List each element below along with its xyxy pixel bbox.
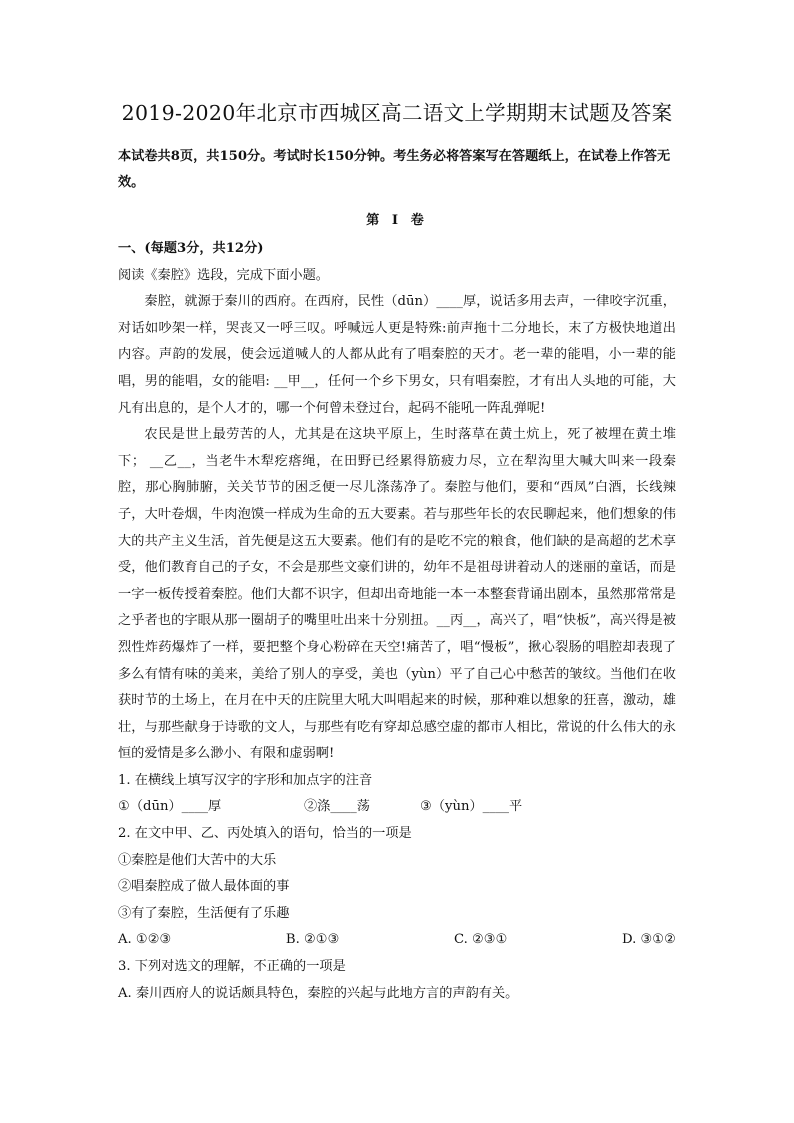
part-one-header: 一、(每题3分，共12分) bbox=[118, 241, 264, 256]
question-2-sentence-1: ①秦腔是他们大苦中的大乐 bbox=[118, 852, 277, 868]
question-1-item-2: ②涤____荡 bbox=[304, 799, 370, 815]
reading-instruction: 阅读《秦腔》选段，完成下面小题。 bbox=[118, 267, 329, 283]
question-2-option-c: C. ②③① bbox=[453, 932, 508, 948]
exam-instructions: 本试卷共8页，共150分。考试时长150分钟。考生务必将答案写在答题纸上，在试卷上作答无效。 bbox=[118, 149, 671, 190]
question-1-item-3: ③（yùn）____平 bbox=[420, 799, 523, 815]
question-1-items bbox=[118, 794, 676, 821]
passage-paragraph-1: 秦腔，就源于秦川的西府。在西府，民性（dūn）____厚，说话多用去声，一律咬字沉重，对话如吵架一样，哭丧又一呼三叹。呼喊远人更是特殊:前声拖十二分地长，末了方极快地道出内容。声韵的发展，使会远道喊人的人都从此有了唱秦腔的天才。老一辈的能唱，小一辈的能唱，男的能唱，女的能唱: __甲__，任何一个乡下男女，只有唱秦腔，才有出人头地的可能，大凡有出息的，是个人才的，哪一个何曾未登过台，起码不能吼一阵乱弹呢! bbox=[118, 294, 676, 416]
question-1-item-1: ①（dūn）____厚 bbox=[118, 799, 222, 815]
passage-paragraph-2: 农民是世上最劳苦的人，尤其是在这块平原上，生时落草在黄土炕上，死了被埋在黄土堆下； __乙__，当老牛木犁疙瘩绳，在田野已经累得筋疲力尽，立在犁沟里大喊大叫来一段秦腔，那心胸肺腑，关关节节的困乏便一尽儿涤荡净了。秦腔与他们，要和“西凤”白酒，长线辣子，大叶卷烟，牛肉泡馍一样成为生命的五大要素。若与那些年长的农民聊起来，他们想象的伟大的共产主义生活，首先便是这五大要素。他们有的是吃不完的粮食，他们缺的是高超的艺术享受，他们教育自己的子女，不会是那些文豪们讲的，幼年不是祖母讲着动人的迷丽的童话，而是一字一板传授着秦腔。他们大都不识字，但却出奇地能一本一本整套背诵出剧本，虽然那常常是之乎者也的字眼从那一圈胡子的嘴里吐出来十分别扭。__丙__，高兴了，唱“快板”，高兴得是被烈性炸药爆炸了一样，要把整个身心粉碎在天空!痛苦了，唱“慢板”，揪心裂肠的唱腔却表现了多么有情有味的美来，美给了别人的享受，美也（yùn）平了自己心中愁苦的皱纹。当他们在收获时节的土场上，在月在中天的庄院里大吼大叫唱起来的时候，那种难以想象的狂喜，激动，雄壮，与那些献身于诗歌的文人，与那些有吃有穿却总感空虚的都市人相比，常说的什么伟大的永恒的爱情是多么渺小、有限和虚弱啊! bbox=[118, 427, 676, 762]
question-2-sentence-2: ②唱秦腔成了做人最体面的事 bbox=[118, 879, 290, 895]
question-3-stem: 3. 下列对选文的理解，不正确的一项是 bbox=[118, 959, 346, 975]
question-2-option-b: B. ②①③ bbox=[285, 932, 340, 948]
question-2-stem: 2. 在文中甲、乙、丙处填入的语句，恰当的一项是 bbox=[118, 826, 412, 842]
page-title: 2019-2020年北京市西城区高二语文上学期期末试题及答案 bbox=[121, 101, 673, 125]
question-3-option-a: A. 秦川西府人的说话颇具特色，秦腔的兴起与此地方言的声韵有关。 bbox=[118, 985, 519, 1001]
question-2-sentence-3: ③有了秦腔，生活便有了乐趣 bbox=[118, 905, 290, 921]
question-2-options bbox=[118, 927, 676, 954]
section-header: 第 I 卷 bbox=[366, 213, 428, 228]
question-2-option-a: A. ①②③ bbox=[118, 932, 172, 948]
question-2-option-d: D. ③①② bbox=[622, 932, 676, 948]
question-1-stem: 1. 在横线上填写汉字的字形和加点字的注音 bbox=[118, 772, 373, 788]
